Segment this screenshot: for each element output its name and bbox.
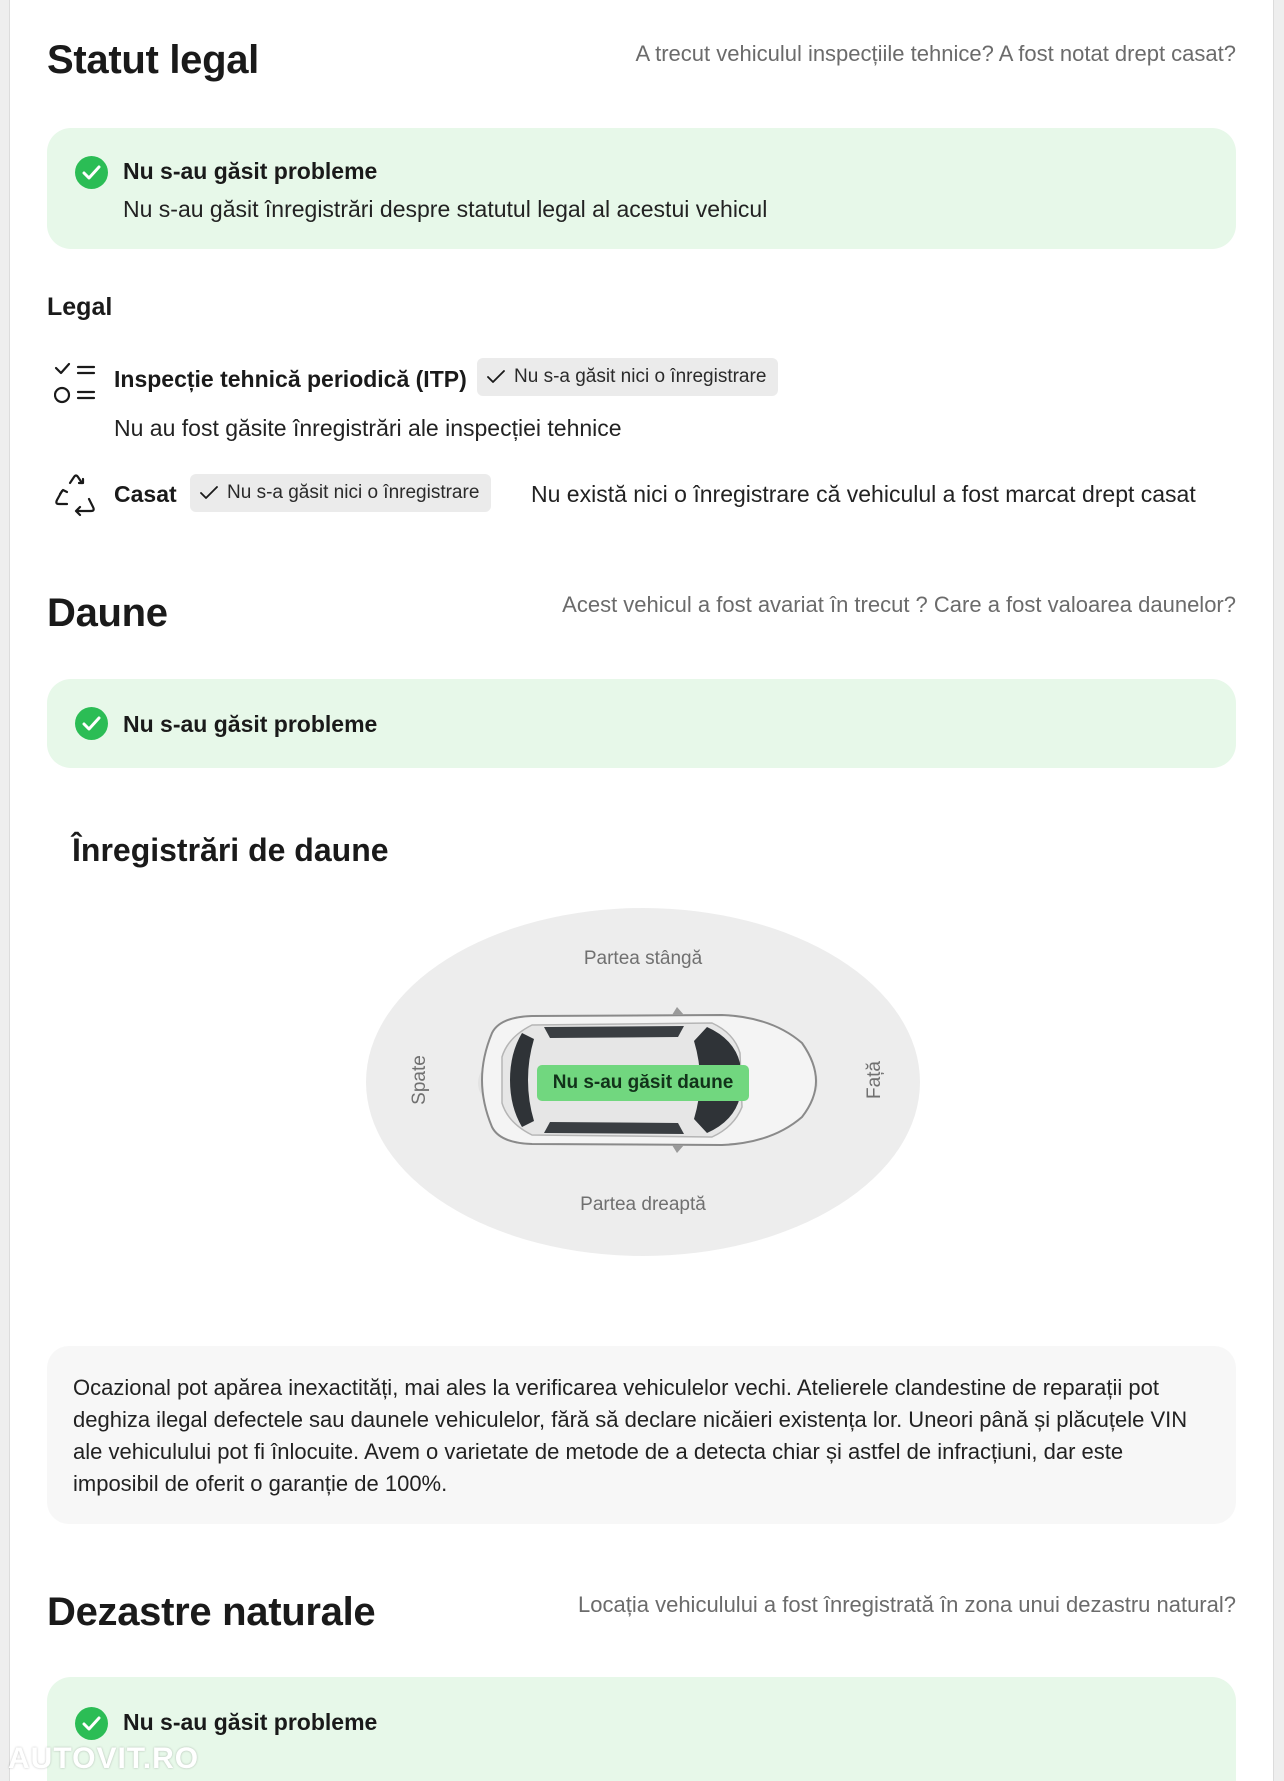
legal-section-title: Statut legal [47,38,259,82]
damage-status-title: Nu s-au găsit probleme [123,711,378,737]
itp-title: Inspecție tehnică periodică (ITP) [114,366,467,392]
casat-badge-label: Nu s-a găsit nici o înregistrare [227,482,480,503]
casat-title: Casat [114,481,177,507]
legal-section-question: A trecut vehiculul inspecțiile tehnice? A fost notat drept casat? [635,41,1236,66]
legal-subheading: Legal [47,293,113,321]
badge-check-icon [487,370,505,384]
checklist-icon [54,362,98,406]
success-check-icon [75,156,108,189]
damage-status-box [47,679,1236,768]
no-damage-badge: Nu s-au găsit daune [537,1065,749,1101]
disclaimer-box [47,1346,1236,1524]
legal-status-box [47,128,1236,249]
diagram-front-label: Față [864,1060,885,1100]
disasters-status-box [47,1677,1236,1781]
disasters-status-title: Nu s-au găsit probleme [123,1709,378,1735]
recycle-icon [54,473,98,517]
itp-status-badge [477,358,778,396]
casat-description: Nu există nici o înregistrare că vehiculul a fost marcat drept casat [531,481,1196,507]
success-check-icon [75,707,108,740]
disasters-section-title: Dezastre naturale [47,1590,376,1634]
success-check-icon [75,1707,108,1740]
badge-check-icon [200,486,218,500]
disasters-section-question: Locația vehiculului a fost înregistrată în zona unui dezastru natural? [578,1592,1236,1617]
casat-status-badge [190,474,491,512]
legal-status-text: Nu s-au găsit înregistrări despre statutul legal al acestui vehicul [123,196,768,222]
diagram-rear-label: Spate [409,1055,430,1105]
damage-records-title: Înregistrări de daune [72,832,389,868]
diagram-left-side-label: Partea stângă [583,948,703,969]
damage-section-question: Acest vehicul a fost avariat în trecut ? Care a fost valoarea daunelor? [562,592,1236,617]
itp-badge-label: Nu s-a găsit nici o înregistrare [514,366,767,387]
diagram-right-side-label: Partea dreaptă [580,1194,706,1215]
report-page [9,0,1274,1781]
disclaimer-text: Ocazional pot apărea inexactități, mai ales la verificarea vehiculelor vechi. Atelierele clandestine de reparații pot deghiza ilegal defectele sau daunele vehiculelor, fără să declare nicăieri existența lor. Uneori până și plăcuțele VIN ale vehiculului pot fi înlocuite. Avem o varietate de metode de a detecta chiar și astfel de infracțiuni, dar este imposibil de oferit o garanție de 100%. [73,1375,1188,1496]
legal-status-title: Nu s-au găsit probleme [123,158,378,184]
watermark-logo: AUTOVIT.RO [8,1742,200,1775]
itp-description: Nu au fost găsite înregistrări ale inspecției tehnice [114,415,622,441]
damage-section-title: Daune [47,591,168,635]
